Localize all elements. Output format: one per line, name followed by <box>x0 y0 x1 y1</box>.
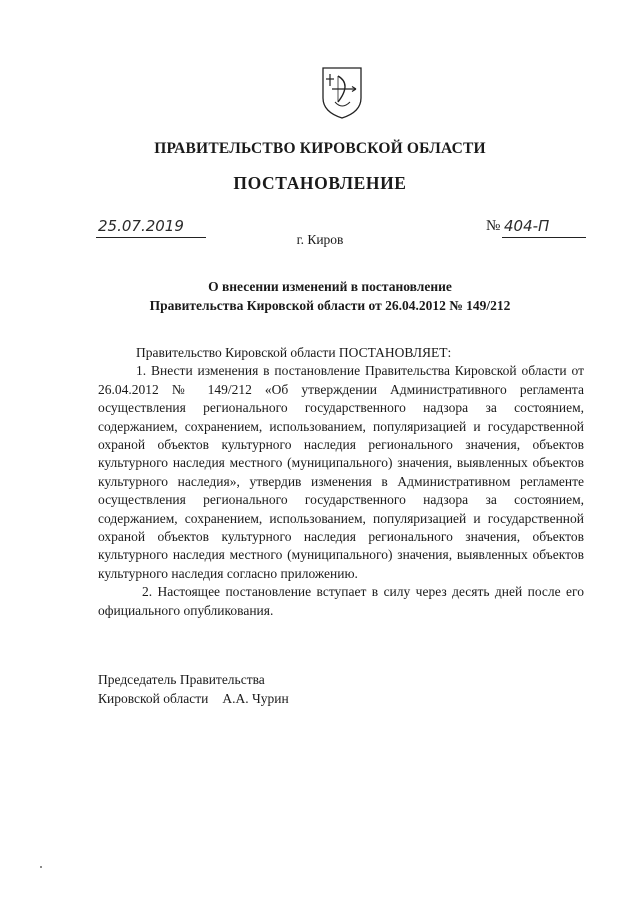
document-type-title: ПОСТАНОВЛЕНИЕ <box>233 173 407 193</box>
resolution-item-2: 2. Настоящее постановление вступает в силу через десять дней после его официального опубликования. <box>98 584 584 618</box>
subject-line-1: О внесении изменений в постановление <box>208 279 452 294</box>
scan-speck <box>40 866 42 868</box>
resolution-item-1: 1. Внести изменения в постановление Правительства Кировской области от 26.04.2012 № 149/212 «Об утверждении Административного регламента осуществления регионального государственного надзора за состоянием, содержанием, сохранением, использованием, популяризацией и государственной охраной объектов культурного наследия регионального значения, объектов культурного наследия местного (муниципального) значения, выявленных объектов культурного наследия», утвердив изменения в Административном регламенте осуществления регионального государственного надзора за состоянием, содержанием, сохранением, использованием, популяризацией и государственной охраной объектов культурного наследия регионального значения, объектов культурного наследия местного (муниципального) значения, выявленных объектов культурного наследия согласно приложению. <box>98 363 584 581</box>
signatory-name: А.А. Чурин <box>222 691 289 706</box>
signatory-line <box>98 689 289 708</box>
document-subject <box>100 277 560 315</box>
signatory-title: Председатель Правительства <box>98 672 265 687</box>
resolution-intro: Правительство Кировской области ПОСТАНОВЛЯЕТ: <box>136 345 452 360</box>
subject-line-2: Правительства Кировской области от 26.04.2012 № 149/212 <box>149 298 511 313</box>
coat-of-arms-icon <box>320 64 364 120</box>
handwritten-number: 404-П <box>504 217 550 235</box>
organization-title: ПРАВИТЕЛЬСТВО КИРОВСКОЙ ОБЛАСТИ <box>154 140 486 157</box>
signature-block <box>98 670 289 708</box>
city-line: г. Киров <box>296 232 344 247</box>
signatory-region: Кировской области <box>98 691 209 706</box>
document-body <box>98 344 584 620</box>
number-sign: № <box>486 218 501 234</box>
handwritten-date: 25.07.2019 <box>98 217 184 235</box>
